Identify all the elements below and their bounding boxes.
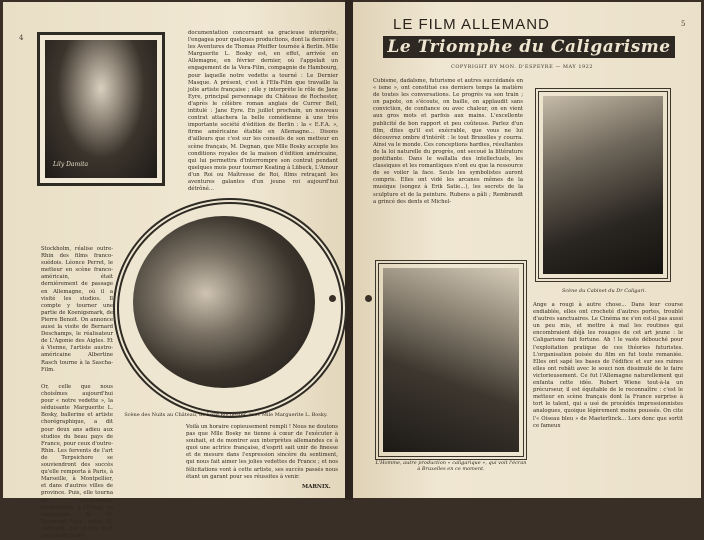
oval-frame — [113, 198, 347, 418]
gutter — [345, 0, 353, 500]
left-side-column: Stockholm, réalise outre-Rhin des films franco-suédois. Léonce Perret, le metteur en scène franco-américain, était dernièrement de passage en Allemagne, où il a visité les studios. Il compte y tourner une partie de Koenigsmark, de Pierre Benoit. On annonce aussi la visite de Bernard Deschamps, le réalisateur de L'Agonie des Aigles. Et à Vienne, l'artiste austro-américaine Albertine Rasch tourne à la Sascha-Film. — [41, 246, 113, 373]
lhomme-frame — [375, 260, 527, 460]
left-bottom-column-b: Voilà un horaire copieusement rempli ! Nous ne doutons pas que Mlle Bosky ne tienne à cœur de l'exécuter à souhait, et de montrer aux interprètes allemandes ce à quoi une actrice française, d'esprit sait unir de finesse et de mesure dans l'expression sincère du sentiment, qui nous fait aimer les jolies vedettes de France ; et nos félicitations vont à cette artiste, ses succès passés nous étant un garant pour ses réussites à venir. — [186, 424, 338, 480]
copyright-line: COPYRIGHT BY MON. D'ESPEYRE — MAY 1922 — [451, 64, 594, 70]
cabinet-photo — [543, 96, 663, 274]
article-signature: MARNIX. — [302, 484, 331, 490]
binder-hole-right — [365, 295, 372, 302]
portrait-signature: Lily Damita — [53, 161, 89, 168]
left-page-number: 4 — [19, 34, 24, 42]
page-title: LE FILM ALLEMAND — [393, 16, 550, 33]
article-banner: Le Triomphe du Caligarisme — [383, 36, 675, 58]
lhomme-caption: L'Homme, autre production « caligarique », qui voit l'écran à Bruxelles en ce moment. — [375, 460, 527, 472]
left-top-column: documentation concernant sa gracieuse interprète, l'engagea pour quelques productions, dont la dernière : les Aventures de Thomas Pfeiffer tournée à Berlin. Mlle Marguerite L. Bosky est, en effet, arrivée en Allemagne, en février dernier, où l'appelait un engagement de la Vera-Film, compagnie de Hambourg, pour laquelle notre vedette a tourné : Le Dernier Masque. A présent, c'est à l'Efa-Film que travaille la jolie artiste française ; elle y interprète le rôle de Jane Eyre, principal personnage du Château de Rochester, d'après le célèbre roman anglais de Currer Bell, intitulé : Jane Eyre. En juillet prochain, un nouveau contrat attachera la belle comédienne à une très importante société d'édition de Berlin : la « E.F.A. », firme américaine établie en Allemagne... Disons d'ailleurs que c'est sur les conseils de son metteur en scène français, M. Degnan, que Mlle Bosky accepte les conditions royales de la maison d'édition américaine, qui lui permettra d'interrompre son contrat pendant quelques mois pour tourner Keating à Lübeck, L'Amour d'un Roi ou Maîtresse de Roi, films retraçant les aventures galantes d'un jeune roi aujourd'hui détrôné... — [188, 30, 338, 193]
left-page — [3, 2, 345, 539]
cabinet-frame — [535, 88, 671, 282]
left-bottom-column-a: Or, celle que nous choisîmes aujourd'hui pour « notre vedette », la séduisante Marguerite L. Bosky, ballerine et artiste chorégraphique, a dit pour deux ans adieu aux studios du beau pays de France, pour ceux d'outre-Rhin. Les fervents de l'art de Terpsichore se souviendront des succès qu'elle remporta à Paris, à Marseille, à Montpellier, et dans d'autres villes de province. Puis, elle tourna de nombreuses productions, à l'Éclair, en compagnie de M. Raymond Frau ; enfin, M. Mornard, qui voulut bien compléter notre — [41, 384, 113, 539]
portrait-frame — [37, 32, 165, 186]
portrait-photo — [45, 40, 157, 178]
lhomme-photo — [383, 268, 519, 452]
cabinet-caption: Scène du Cabinet du Dr Caligari. — [561, 288, 647, 294]
right-column-b: Ange a rougi à autre chose... Dans leur course endiablée, elles ont crocheté d'autres portes, troublé d'autres sanctuaires. Le Cinéma ne s'en est-il pas aussi un peu mis, et mettre à mal les routines qui encombraient déjà les rouages de cet art jeune : le Caligarisme fait fortune. Ah ! le vaste débouché pour l'exploitation pratique de ces théories futuristes. L'organisation poisée du film en fut toute remaniée. Elles ont sapé les bases de l'édifice et sur ses ruines elles ont rebâti avec le souci non dissimulé de le faire victorieusement. Ce fut l'Allemagne naturellement qui enfanta cette idée. Robert Wiene tout-à-la un précurseur, il est équitable de le reconnaître : c'est le metteur en scène français dont la France surprise à tort le talent, qui a usé de procédés impressionnistes analogues, quoique légèrement moins poussés. On cite l'« Oiseau bleu » de Maeterlinck... Lors donc que sortit ce fameux — [533, 302, 683, 429]
right-page-number: 5 — [681, 20, 686, 28]
oval-caption: Scène des Nuits au Château, de Lord Rochester, avec Mlle Marguerite L. Bosky. — [124, 412, 328, 418]
right-column-a: Cubisme, dadaïsme, futurisme et autres succédanés en « isme », ont constitué ces derniers temps la matière de toutes les conversations. Le progrès va son train ; on papote, on s'écoute, on baille, on applaudit sans conviction, de confiance ou avec chaleur, on en vient aux gros mots et parfois aux mains. L'excellente publicité de bon rapport et peu coûteuse. Parlez d'un film, dites qu'il est exécrable, que vous ne lui découvrez ombre d'intérêt : le tout Bruxelles y courra. Ainsi va le monde. Ces conceptions hardies, résultantes de la loi naturelle du progrès, ont secoué la littérature pontifiante. Dans le wallalla des intellectuels, les classiques et les romantiques n'ont eu que la ressource de se voiler la face. Seuls les symbolistes auront compris. Elles ont vidé les arcanes mêmes de la musique (songez à Erik Satie...), les secrets de la sculpture et de la peinture. Rubens a pâli ; Rembrandt a grincé des dents et Michel- — [373, 78, 523, 205]
oval-photo — [133, 216, 315, 388]
right-page — [353, 2, 701, 498]
binder-hole-left — [329, 295, 336, 302]
